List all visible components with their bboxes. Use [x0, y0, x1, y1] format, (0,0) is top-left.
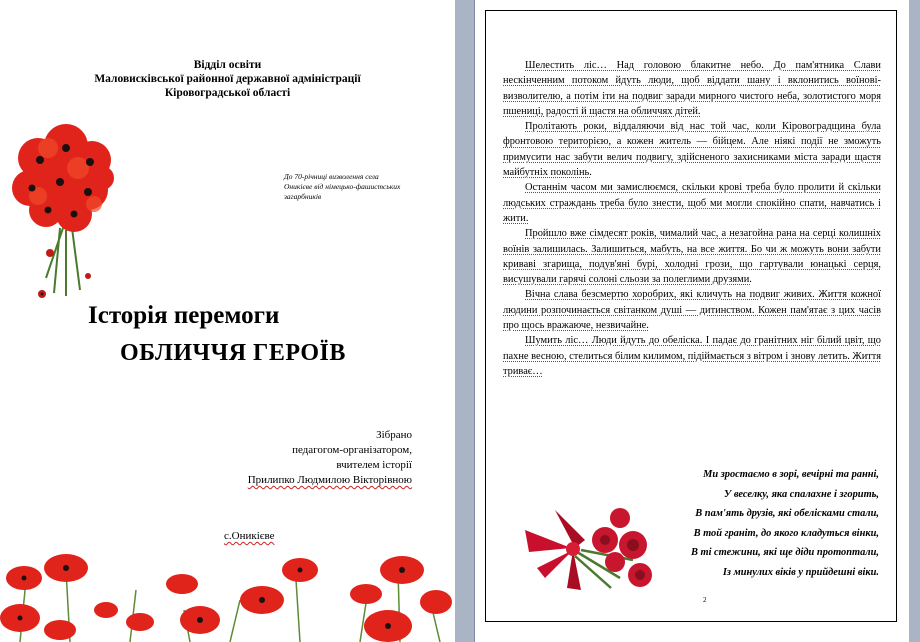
title-line-2: ОБЛИЧЧЯ ГЕРОЇВ [120, 340, 346, 366]
poem-line: В ті стежини, які ще діди протоптали, [690, 547, 879, 558]
credits-block [248, 428, 412, 488]
poem-line: Ми зростаємо в зорі, вечірні та ранні, [703, 469, 879, 480]
page-number: 2 [703, 596, 707, 604]
poppy-bouquet-image [8, 118, 118, 308]
credits-line-4: Прилипко Людмилою Вікторівною [247, 474, 412, 486]
text-page [474, 0, 909, 642]
cover-page [0, 0, 455, 642]
poem-line: Із минулих віків у прийдешні віки. [722, 566, 879, 578]
paragraph: Останнім часом ми замислюємся, скільки крові треба було пролити й скільки людських страждань треба було знести, щоб ми могли спокійно спати, навчатись і жити. [503, 182, 881, 224]
credits-line-2: педагогом-організатором, [292, 444, 412, 456]
body-text [503, 58, 881, 379]
title-line-1: Історія перемоги [88, 302, 280, 329]
paragraph: Пролітають роки, віддаляючи від нас той час, коли Кіровоградщина була фронтовою територією, а кожен житель — бійцем. Але ніякі події не зможуть примусити нас забути велич подвигу, здійсненого захисниками міста заради щастя майбутніх поколінь. [503, 121, 881, 179]
poem-line: В той граніт, до якого кладуться вінки, [693, 527, 879, 539]
place-name: с.Оникієве [224, 530, 275, 542]
poem-line: У веселку, яка спалахне і згорить, [724, 488, 879, 500]
poppy-field-image [0, 540, 455, 642]
paragraph: Шелестить ліс… Над головою блакитне небо. До пам'ятника Слави нескінченним потоком йдуть люди, щоб віддати шану і вклонитись воїнові-визволителю, а потім іти на подвиг заради мирного чистого неба, золотистого моря пшениці, радості й щастя на обличчях дітей. [503, 60, 881, 117]
header-line-1: Відділ освіти [193, 59, 262, 71]
header-line-2: Маловисківської районної державної адміністрації [94, 73, 361, 85]
paragraph: Пройшло вже сімдесят років, чималий час, а незагойна рана на серці колишніх воїнів залишилась. Залишиться, мабуть, на все життя. Бо чи ж можуть вони забути криваві згарища, подув'яні бурі, холодні грози, що гартували юнацькі серця, висушували гарячі солоні сльози за полеглими друзями. [503, 228, 881, 286]
ribbon-carnations-image [515, 500, 665, 595]
header-line-3: Кіровоградської області [164, 87, 291, 99]
poem [691, 465, 879, 582]
paragraph: Вічна слава безсмертю хоробрих, які кличуть на подвиг живих. Життя кожної людини розпочинається світанком душі — дитинством. Кожен пам'ятає з цих часів про щось вражаюче, незвичайне. [503, 289, 881, 332]
poem-line: В пам'ять друзів, які обелісками стали, [695, 508, 879, 519]
credits-line-3: вчителем історії [336, 459, 412, 471]
dedication-text: До 70-річниці визволення села Оникієве від німецько-фашистських загарбників [284, 172, 401, 201]
credits-line-1: Зібрано [376, 429, 412, 441]
paragraph: Шумить ліс… Люди йдуть до обеліска. І падає до гранітних ніг білий цвіт, що пахне весною, стелиться білим килимом, підіймається з вітром і знову летить. Життя триває… [503, 335, 881, 377]
